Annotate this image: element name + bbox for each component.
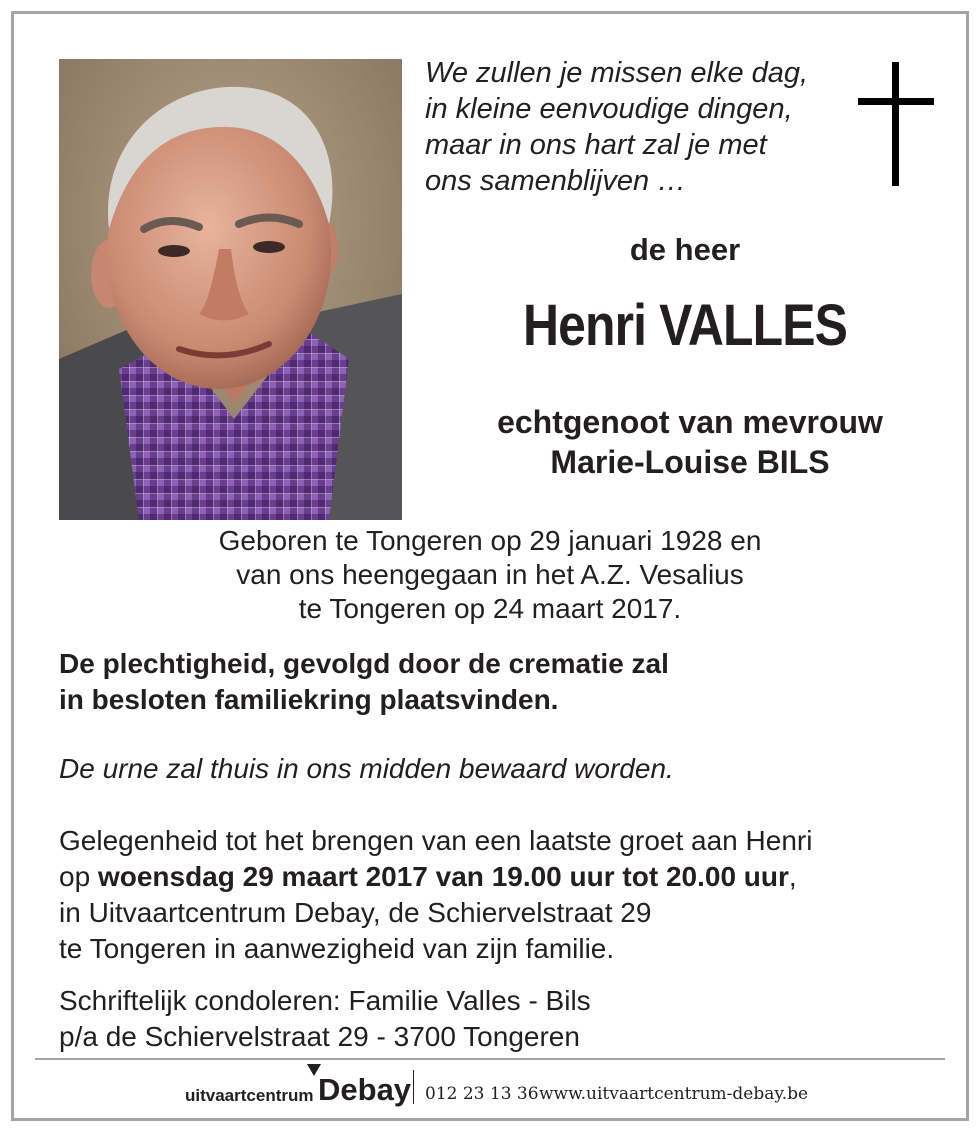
birth-line: Geboren te Tongeren op 29 januari 1928 en <box>218 525 762 556</box>
ceremony-line: De plechtigheid, gevolgd door de crematie zal <box>59 648 669 679</box>
spouse-info <box>420 402 960 482</box>
brand-name: Debay <box>318 1072 412 1107</box>
website-link[interactable]: www.uitvaartcentrum-debay.be <box>539 1084 809 1104</box>
deceased-name: Henri VALLES <box>522 293 848 358</box>
poem <box>425 55 808 199</box>
footer-separator <box>413 1070 414 1104</box>
condolence-line: p/a de Schiervelstraat 29 - 3700 Tongeren <box>59 1021 580 1052</box>
ceremony-line: in besloten familiekring plaatsvinden. <box>59 684 559 715</box>
visit-line: in Uitvaartcentrum Debay, de Schiervelstraat 29 <box>59 897 652 928</box>
visit-date-line <box>59 859 812 895</box>
visit-prefix: op <box>59 861 98 892</box>
cross-icon <box>858 62 934 186</box>
birth-line: te Tongeren op 24 maart 2017. <box>298 593 682 624</box>
portrait-photo <box>59 59 402 520</box>
poem-line: maar in ons hart zal je met <box>425 129 767 161</box>
poem-line: in kleine eenvoudige dingen, <box>425 93 793 125</box>
ceremony-notice <box>59 646 669 718</box>
spouse-name: Marie-Louise BILS <box>550 444 830 480</box>
footer <box>185 1064 885 1108</box>
poem-line: ons samenblijven … <box>425 165 687 197</box>
salutation: de heer <box>629 232 741 267</box>
condolence-address <box>59 983 591 1055</box>
condolence-line: Schriftelijk condoleren: Familie Valles - Bils <box>59 985 591 1016</box>
visit-date: woensdag 29 maart 2017 van 19.00 uur tot 20.00 uur <box>97 861 789 892</box>
spouse-relation: echtgenoot van mevrouw <box>497 404 883 440</box>
visit-suffix: , <box>788 861 797 892</box>
footer-divider <box>35 1058 945 1060</box>
birth-line: van ons heengegaan in het A.Z. Vesalius <box>236 559 744 590</box>
visit-line: te Tongeren in aanwezigheid van zijn familie. <box>59 933 615 964</box>
urn-notice: De urne zal thuis in ons midden bewaard worden. <box>59 753 674 784</box>
visit-line: Gelegenheid tot het brengen van een laatste groet aan Henri <box>59 825 813 856</box>
birth-death-info <box>140 524 840 626</box>
brand-prefix: uitvaartcentrum <box>185 1086 314 1105</box>
phone-number: 012 23 13 36 <box>425 1084 539 1104</box>
visitation-info <box>59 823 812 967</box>
poem-line: We zullen je missen elke dag, <box>425 57 809 89</box>
